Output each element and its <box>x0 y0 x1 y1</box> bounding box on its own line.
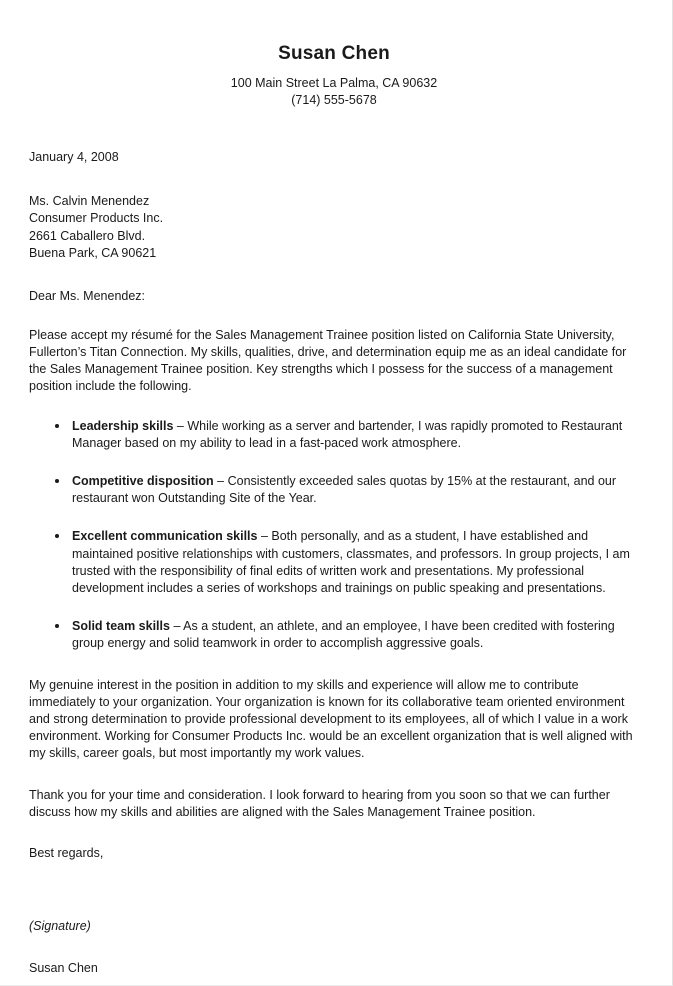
sender-address: 100 Main Street La Palma, CA 90632 <box>230 75 438 90</box>
thanks-paragraph: Thank you for your time and consideration. I look forward to hearing from you soon so that we can further discuss how my skills and abilities are aligned with the Sales Management Trainee position. <box>29 787 610 819</box>
sender-name: Susan Chen <box>278 43 390 64</box>
recipient-name: Ms. Calvin Menendez <box>29 193 150 208</box>
bullet-dot-icon <box>55 479 59 483</box>
sender-phone: (714) 555-5678 <box>291 92 377 107</box>
recipient-company: Consumer Products Inc. <box>29 211 164 226</box>
bullet-lead: Excellent communication skills <box>72 529 258 544</box>
signature-placeholder: (Signature) <box>29 919 91 934</box>
opening-paragraph: Please accept my résumé for the Sales Management Trainee position listed on California State University, Fullerton’s Titan Connection. My skills, qualities, drive, and determination equip me as an ideal candidate for the Sales Management Trainee position. Key strengths which I possess for the success of a management position include the following. <box>29 327 627 394</box>
list-item <box>29 618 639 652</box>
bullet-text: – While working as a server and bartender, I was rapidly promoted to Restaurant Manager based on my ability to lead in a fast-paced work atmosphere. <box>72 418 623 450</box>
recipient-city-state-zip: Buena Park, CA 90621 <box>29 246 157 261</box>
list-item <box>29 528 639 597</box>
signoff: Best regards, <box>29 846 104 861</box>
bullet-lead: Leadership skills <box>72 418 174 433</box>
bullet-text: – As a student, an athlete, and an employee, I have been credited with fostering group energy and solid teamwork in order to accomplish aggressive goals. <box>72 619 615 651</box>
bullet-lead: Competitive disposition <box>72 474 214 489</box>
bullet-text: – Consistently exceeded sales quotas by 15% at the restaurant, and our restaurant won Outstanding Site of the Year. <box>72 474 617 506</box>
bullet-dot-icon <box>55 534 59 538</box>
key-strengths-list <box>29 418 639 653</box>
bullet-text: – Both personally, and as a student, I have established and maintained positive relationships with customers, classmates, and professors. In group projects, I am trusted with the responsibility of final edits of written work and presentations. My professional development includes a series of workshops and trainings on public speaking and presentations. <box>72 529 630 596</box>
list-item <box>29 418 639 452</box>
bullet-lead: Solid team skills <box>72 619 170 634</box>
signer-name: Susan Chen <box>29 961 98 976</box>
list-item <box>29 473 639 507</box>
letter-body <box>29 0 639 977</box>
closing-paragraph: My genuine interest in the position in addition to my skills and experience will allow me to contribute immediately to your organization. Your organization is known for its collaborative team oriented environment and strong determination to provide professional development to its employees, all of which I value in a work environment. Working for Consumer Products Inc. would be an excellent organization that is well aligned with my skills, career goals, but most importantly my work values. <box>29 677 633 761</box>
recipient-address-block <box>29 193 639 263</box>
bullet-dot-icon <box>55 624 59 628</box>
letter-date: January 4, 2008 <box>29 149 119 164</box>
letterhead <box>29 0 639 109</box>
salutation: Dear Ms. Menendez: <box>29 288 146 303</box>
bullet-dot-icon <box>55 424 59 428</box>
recipient-street: 2661 Caballero Blvd. <box>29 228 146 243</box>
